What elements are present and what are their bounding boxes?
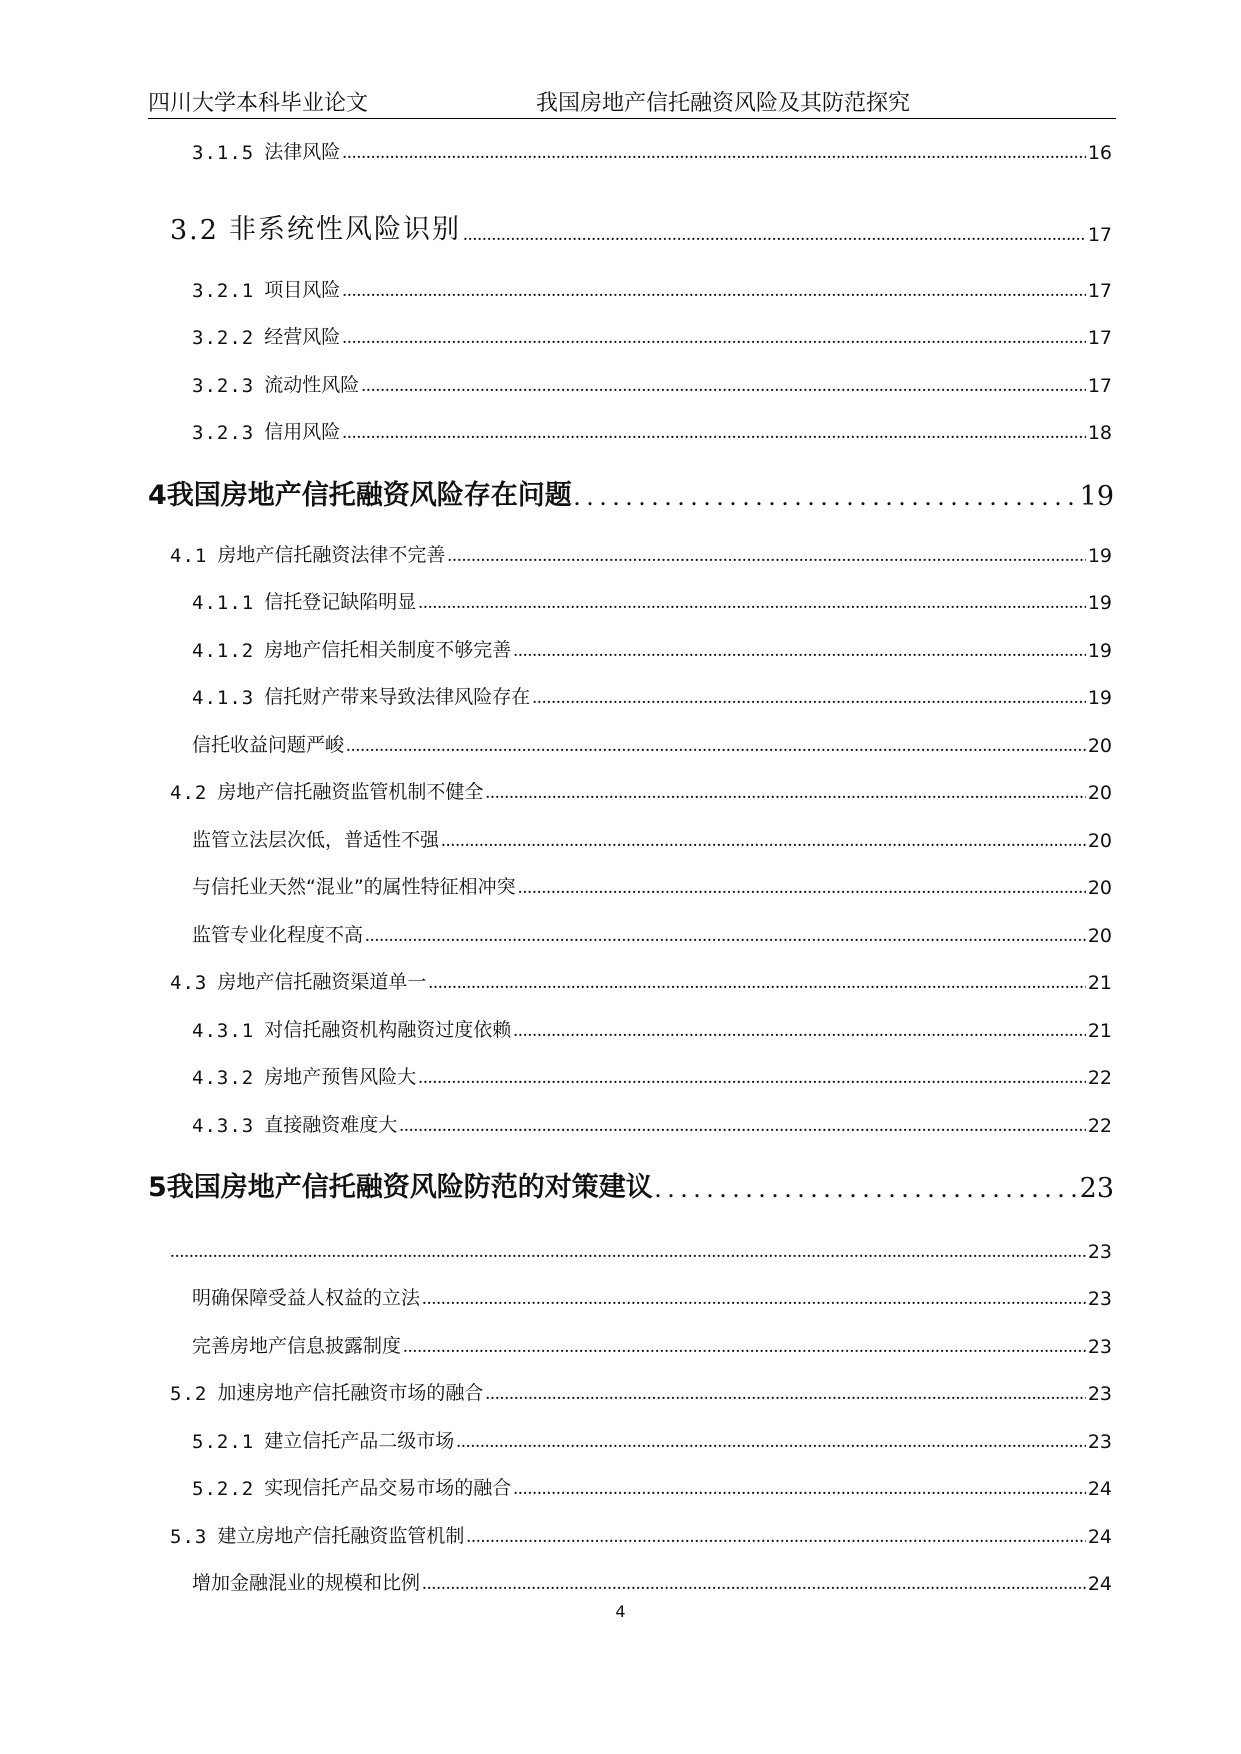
toc-entry[interactable]: [170, 776, 1112, 804]
toc-leader: [365, 928, 1086, 947]
toc-page: 17: [1087, 224, 1112, 246]
toc-leader: [342, 145, 1086, 164]
toc-page: 23: [1087, 1336, 1112, 1358]
toc-number: 5.3: [170, 1526, 208, 1548]
toc-entry[interactable]: [192, 1567, 1112, 1595]
toc-number: 4.3: [170, 972, 208, 994]
page-number: 4: [615, 1602, 626, 1621]
toc-title: 完善房地产信息披露制度: [192, 1335, 402, 1357]
toc-title: 明确保障受益人权益的立法: [192, 1287, 421, 1309]
toc-leader: [418, 1070, 1086, 1089]
toc-leader: [532, 690, 1086, 709]
toc-leader: [403, 1339, 1086, 1358]
toc-entry[interactable]: [192, 824, 1112, 852]
toc-page: 23: [1087, 1288, 1112, 1310]
toc-page: 19: [1087, 592, 1112, 614]
toc-title: 信用风险: [264, 421, 341, 443]
toc-title: 法律风险: [264, 141, 341, 163]
toc-title: 增加金融混业的规模和比例: [192, 1572, 421, 1594]
toc-leader: [574, 482, 1078, 512]
toc-title: 加速房地产信托融资市场的融合: [217, 1382, 484, 1404]
toc-leader: [485, 785, 1085, 804]
toc-page: 22: [1087, 1115, 1112, 1137]
header-right: 我国房地产信托融资风险及其防范探究: [536, 91, 911, 116]
toc-leader: [485, 1386, 1085, 1405]
toc-title: 建立房地产信托融资监管机制: [217, 1525, 465, 1547]
toc-entry[interactable]: [192, 1282, 1112, 1310]
toc-entry[interactable]: [192, 586, 1112, 614]
toc-title: 房地产信托相关制度不够完善: [264, 639, 512, 661]
toc-leader: [655, 1174, 1078, 1204]
toc-leader: [342, 330, 1086, 349]
toc-entry[interactable]: [170, 212, 1112, 246]
toc-page: 17: [1087, 375, 1112, 397]
toc-leader: [342, 283, 1086, 302]
toc-entry[interactable]: [192, 1330, 1112, 1358]
toc-entry[interactable]: [192, 1472, 1112, 1500]
toc-page: 23: [1087, 1383, 1112, 1405]
toc-entry[interactable]: [170, 1235, 1112, 1263]
toc-entry[interactable]: [192, 274, 1112, 302]
toc-entry[interactable]: [192, 416, 1112, 444]
toc-number: 3.2.1: [192, 280, 255, 302]
toc-entry[interactable]: [192, 729, 1112, 757]
toc-page: 23: [1087, 1241, 1112, 1263]
toc-entry-chapter[interactable]: [148, 1166, 1114, 1204]
toc-number: 3.2.3: [192, 375, 255, 397]
toc-entry[interactable]: [192, 321, 1112, 349]
toc-number: 4.2: [170, 782, 208, 804]
toc-title: 建立信托产品二级市场: [264, 1430, 455, 1452]
toc-page: 21: [1087, 972, 1112, 994]
toc-page: 20: [1087, 830, 1112, 852]
toc-number: 3.2.2: [192, 327, 255, 349]
toc-leader: [361, 378, 1086, 397]
toc-leader: [447, 548, 1085, 567]
toc-page: 20: [1087, 782, 1112, 804]
toc-page: 24: [1087, 1478, 1112, 1500]
toc-page: 21: [1087, 1020, 1112, 1042]
toc-entry[interactable]: [192, 919, 1112, 947]
toc-page: 23: [1079, 1173, 1114, 1204]
toc-leader: [513, 1481, 1086, 1500]
toc-leader: [513, 1023, 1086, 1042]
toc-page: 22: [1087, 1067, 1112, 1089]
toc-title: 房地产预售风险大: [264, 1066, 417, 1088]
toc-page: 24: [1087, 1526, 1112, 1548]
toc-number: 4.1: [170, 545, 208, 567]
toc-page: 19: [1087, 545, 1112, 567]
toc-page: 16: [1087, 142, 1112, 164]
toc-leader: [342, 425, 1086, 444]
toc-number: 4.1.1: [192, 592, 255, 614]
toc-number: 3.2.3: [192, 422, 255, 444]
toc-title: 与信托业天然“混业”的属性特征相冲突: [192, 876, 516, 898]
toc-number: 4.1.2: [192, 640, 255, 662]
toc-number: 3.2: [170, 215, 219, 246]
toc-entry[interactable]: [192, 871, 1112, 899]
toc-title: 监管专业化程度不高: [192, 924, 364, 946]
toc-page: 17: [1087, 327, 1112, 349]
toc-title: 信托财产带来导致法律风险存在: [264, 686, 531, 708]
toc-leader: [422, 1291, 1086, 1310]
toc-number: 4.3.2: [192, 1067, 255, 1089]
toc-entry[interactable]: [170, 539, 1112, 567]
toc-leader: [422, 1576, 1086, 1595]
toc-leader: [399, 1118, 1086, 1137]
toc-number: 4.3.1: [192, 1020, 255, 1042]
toc-number: 5.2.2: [192, 1478, 255, 1500]
toc-leader: [428, 975, 1085, 994]
toc-title: 经营风险: [264, 326, 341, 348]
toc-leader: [513, 643, 1086, 662]
toc-title: 房地产信托融资渠道单一: [217, 971, 427, 993]
toc-entry[interactable]: [170, 966, 1112, 994]
toc-title: 信托登记缺陷明显: [264, 591, 417, 613]
toc-page: 19: [1079, 481, 1114, 512]
toc-entry[interactable]: [170, 1520, 1112, 1548]
toc-title: 房地产信托融资监管机制不健全: [217, 781, 484, 803]
toc-title: 信托收益问题严峻: [192, 734, 345, 756]
toc-leader: [466, 1529, 1085, 1548]
header-left: 四川大学本科毕业论文: [148, 91, 369, 116]
toc-number: 3.1.5: [192, 142, 255, 164]
toc-leader: [441, 833, 1086, 852]
toc-title: 4我国房地产信托融资风险存在问题: [148, 480, 572, 511]
toc-page: 20: [1087, 877, 1112, 899]
toc-page: 19: [1087, 640, 1112, 662]
toc-title: 实现信托产品交易市场的融合: [264, 1477, 512, 1499]
toc-number: 4.1.3: [192, 687, 255, 709]
toc-entry[interactable]: [192, 1425, 1112, 1453]
toc-entry[interactable]: [192, 369, 1112, 397]
toc-page: 23: [1087, 1431, 1112, 1453]
toc-title: 房地产信托融资法律不完善: [217, 544, 446, 566]
toc-page: 20: [1087, 735, 1112, 757]
toc-page: 19: [1087, 687, 1112, 709]
toc-entry[interactable]: [192, 1014, 1112, 1042]
toc-entry[interactable]: [192, 681, 1112, 709]
toc-entry[interactable]: [192, 136, 1112, 164]
toc-title: 非系统性风险识别: [228, 214, 461, 245]
toc-leader: [418, 595, 1086, 614]
toc-number: 5.2: [170, 1383, 208, 1405]
toc-title: 流动性风险: [264, 374, 360, 396]
toc-title: 5我国房地产信托融资风险防范的对策建议: [148, 1172, 653, 1203]
toc-entry-chapter[interactable]: [148, 474, 1114, 512]
toc-leader: [456, 1434, 1086, 1453]
toc-page: 20: [1087, 925, 1112, 947]
toc-entry[interactable]: [192, 1109, 1112, 1137]
toc-entry[interactable]: [170, 1377, 1112, 1405]
toc-entry[interactable]: [192, 1061, 1112, 1089]
toc-leader: [346, 738, 1086, 757]
toc-entry[interactable]: [192, 634, 1112, 662]
toc-page: 24: [1087, 1573, 1112, 1595]
toc-leader: [170, 1244, 1086, 1263]
toc-title: 对信托融资机构融资过度依赖: [264, 1019, 512, 1041]
toc-title: 直接融资难度大: [264, 1114, 398, 1136]
toc-title: 项目风险: [264, 279, 341, 301]
toc-page: 18: [1087, 422, 1112, 444]
toc-leader: [463, 227, 1086, 246]
toc-page: 17: [1087, 280, 1112, 302]
toc-title: 监管立法层次低，普适性不强: [192, 829, 440, 851]
toc-leader: [518, 880, 1086, 899]
toc-number: 4.3.3: [192, 1115, 255, 1137]
toc-number: 5.2.1: [192, 1431, 255, 1453]
